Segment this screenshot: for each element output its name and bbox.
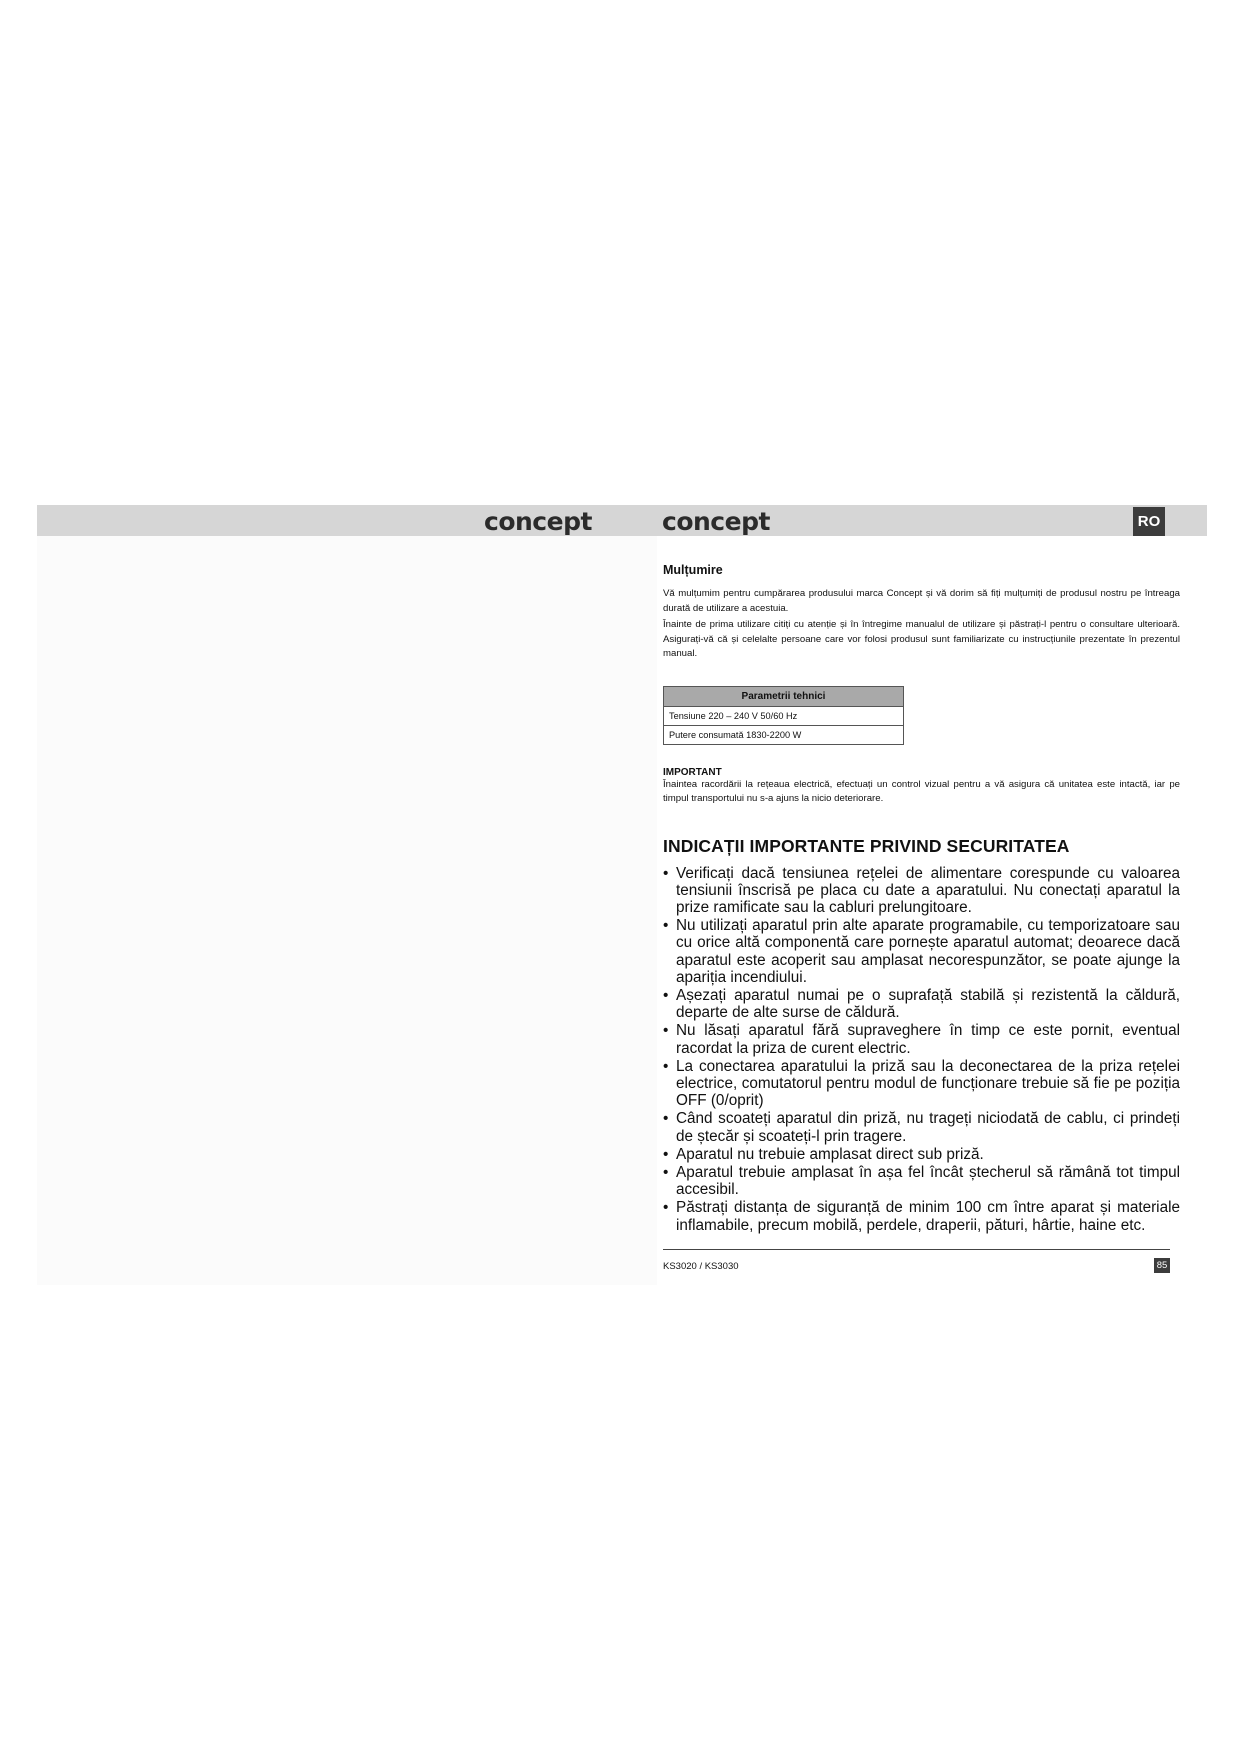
thanks-paragraph-2: Înainte de prima utilizare citiți cu atenție și în întregime manualul de utilizare și păstrați-l pentru o consultare ulterioară. Asigurați-vă că și celelalte persoane care vor folosi produsul sunt familiarizate cu instrucțiunile prezentate în prezentul manual.	[663, 619, 1180, 659]
important-text: Înaintea racordării la rețeaua electrică, efectuați un control vizual pentru a vă asigura că unitatea este intactă, iar pe timpul transportului nu s-a ajuns la nicio deteriorare.	[663, 778, 1180, 804]
voltage-cell: Tensiune 220 – 240 V 50/60 Hz	[664, 706, 904, 725]
footer-model: KS3020 / KS3030	[663, 1261, 739, 1272]
header-band	[37, 505, 1207, 536]
bullet-icon: •	[663, 1057, 669, 1075]
safety-title: INDICAȚII IMPORTANTE PRIVIND SECURITATEA	[663, 835, 1070, 856]
bullet-icon: •	[663, 864, 669, 882]
safety-list	[663, 865, 1180, 1234]
list-item	[663, 1022, 1180, 1056]
bullet-icon: •	[663, 917, 669, 935]
list-item	[663, 987, 1180, 1021]
bullet-icon: •	[663, 1145, 669, 1163]
important-title: IMPORTANT	[663, 766, 722, 778]
list-item	[663, 1164, 1180, 1198]
thanks-title: Mulțumire	[663, 563, 723, 577]
list-item	[663, 1199, 1180, 1233]
power-cell: Putere consumată 1830-2200 W	[664, 725, 904, 744]
page-number: 85	[1154, 1258, 1170, 1273]
safety-item-text: Nu utilizați aparatul prin alte aparate programabile, cu temporizatoare sau cu orice altă componentă care pornește aparatul automat; deoarece dacă aparatul este acoperit sau amplasat necorespunzător, se poate ajunge la apariția incendiului.	[676, 917, 1180, 986]
concept-logo-left: concept	[484, 507, 592, 536]
safety-item-text: Verificați dacă tensiunea rețelei de alimentare corespunde cu valoarea tensiunii înscrisă pe placa cu date a aparatului. Nu conectați aparatul la prize ramificate sau la cabluri prelungitoare.	[676, 864, 1180, 916]
list-item	[663, 1146, 1180, 1163]
footer-divider	[663, 1249, 1170, 1250]
safety-item-text: La conectarea aparatului la priză sau la deconectarea de la priza rețelei electrice, comutatorul pentru modul de funcționare trebuie să fie pe poziția OFF (0/oprit)	[676, 1057, 1180, 1110]
list-item	[663, 865, 1180, 917]
bullet-icon: •	[663, 986, 669, 1004]
bullet-icon: •	[663, 1199, 669, 1217]
safety-item-text: Aparatul trebuie amplasat în așa fel încât ștecherul să rămână tot timpul accesibil.	[676, 1163, 1180, 1199]
technical-parameters-table	[663, 686, 904, 745]
table-header: Parametrii tehnici	[664, 686, 904, 706]
list-item	[663, 917, 1180, 986]
list-item	[663, 1058, 1180, 1110]
left-page-background	[37, 505, 657, 1285]
safety-item-text: Așezați aparatul numai pe o suprafață stabilă și rezistentă la căldură, departe de alte surse de căldură.	[676, 986, 1180, 1022]
bullet-icon: •	[663, 1110, 669, 1128]
language-badge: RO	[1133, 507, 1165, 536]
important-notice	[663, 767, 1180, 807]
safety-item-text: Nu lăsați aparatul fără supraveghere în timp ce este pornit, eventual racordat la priza de curent electric.	[676, 1022, 1180, 1057]
safety-item-text: Când scoateți aparatul din priză, nu trageți niciodată de cablu, ci prindeți de ștecăr și scoateți-l prin tragere.	[676, 1110, 1180, 1145]
bullet-icon: •	[663, 1163, 669, 1181]
list-item	[663, 1110, 1180, 1144]
safety-item-text: Aparatul nu trebuie amplasat direct sub priză.	[676, 1145, 984, 1163]
page-content	[663, 563, 1180, 1235]
safety-item-text: Păstrați distanța de siguranță de minim 100 cm între aparat și materiale inflamabile, precum mobilă, perdele, draperii, pături, hârtie, haine etc.	[676, 1199, 1180, 1234]
table-row	[664, 706, 904, 725]
thanks-paragraph-1: Vă mulțumim pentru cumpărarea produsului marca Concept și vă dorim să fiți mulțumiți de produsul nostru pe întreaga durată de utilizare a acestuia.	[663, 588, 1180, 614]
table-row	[664, 725, 904, 744]
bullet-icon: •	[663, 1022, 669, 1040]
concept-logo-right: concept	[662, 507, 770, 536]
